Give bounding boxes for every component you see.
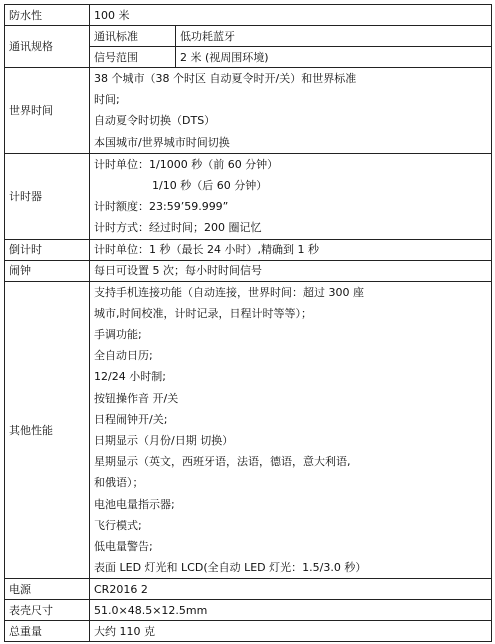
stopwatch-line: 计时额度：23:59’59.999”: [94, 200, 229, 214]
label-other: 其他性能: [5, 281, 90, 579]
value-case-size: 51.0×48.5×12.5mm: [90, 600, 492, 621]
row-other: [5, 281, 492, 579]
row-waterproof: [5, 5, 492, 26]
label-alarm: 闹钟: [5, 260, 90, 281]
value-waterproof: 100 米: [90, 5, 492, 26]
stopwatch-line: 1/10 秒（后 60 分钟）: [152, 179, 268, 193]
value-worldtime: [90, 68, 492, 154]
value-weight: 大约 110 克: [90, 621, 492, 642]
other-line: 表面 LED 灯光和 LCD(全自动 LED 灯光：1.5/3.0 秒）: [94, 561, 367, 575]
worldtime-line: 自动夏令时切换（DTS）: [94, 114, 216, 128]
row-weight: [5, 621, 492, 642]
row-case-size: [5, 600, 492, 621]
other-line: 飞行模式;: [94, 518, 142, 532]
value-stopwatch: [90, 153, 492, 239]
label-power: 电源: [5, 579, 90, 600]
spec-table: [4, 4, 492, 642]
other-line: 电池电量指示器;: [94, 497, 175, 511]
label-comm-range: 信号范围: [90, 47, 176, 68]
row-comm-standard: [5, 26, 492, 47]
other-line: 日期显示（月份/日期 切换）: [94, 434, 234, 448]
other-line: 按钮操作音 开/关: [94, 391, 179, 405]
label-countdown: 倒计时: [5, 239, 90, 260]
other-line: 低电量警告;: [94, 540, 153, 554]
other-line: 星期显示（英文，西班牙语，法语，德语，意大利语,: [94, 455, 351, 469]
row-stopwatch: [5, 153, 492, 239]
label-comm: 通讯规格: [5, 26, 90, 68]
label-stopwatch: 计时器: [5, 153, 90, 239]
value-comm-standard: 低功耗蓝牙: [176, 26, 492, 47]
other-line: 全自动日历;: [94, 349, 153, 363]
value-alarm: 每日可设置 5 次；每小时时间信号: [90, 260, 492, 281]
label-case-size: 表壳尺寸: [5, 600, 90, 621]
value-comm-range: 2 米 (视周围环境): [176, 47, 492, 68]
value-other: [90, 281, 492, 579]
other-line: 12/24 小时制;: [94, 370, 166, 384]
row-alarm: [5, 260, 492, 281]
row-worldtime: [5, 68, 492, 154]
row-power: [5, 579, 492, 600]
label-waterproof: 防水性: [5, 5, 90, 26]
label-comm-standard: 通讯标准: [90, 26, 176, 47]
other-line: 支持手机连接功能（自动连接，世界时间：超过 300 座: [94, 285, 364, 299]
value-countdown: 计时单位：1 秒（最长 24 小时）,精确到 1 秒: [90, 239, 492, 260]
value-power: CR2016 2: [90, 579, 492, 600]
label-worldtime: 世界时间: [5, 68, 90, 154]
worldtime-line: 38 个城市（38 个时区 自动夏令时开/关）和世界标准: [94, 72, 357, 85]
stopwatch-line: 计时方式：经过时间；200 圈记忆: [94, 221, 262, 235]
row-countdown: [5, 239, 492, 260]
worldtime-line: 本国城市/世界城市时间切换: [94, 135, 230, 149]
worldtime-line: 时间;: [94, 93, 120, 107]
other-line: 日程闹钟开/关;: [94, 412, 168, 426]
label-weight: 总重量: [5, 621, 90, 642]
other-line: 城市,时间校准，计时记录，日程计时等等）；: [94, 306, 312, 320]
stopwatch-line: 计时单位：1/1000 秒（前 60 分钟）: [94, 157, 279, 171]
other-line: 和俄语）；: [94, 476, 144, 490]
other-line: 手调功能;: [94, 328, 142, 342]
